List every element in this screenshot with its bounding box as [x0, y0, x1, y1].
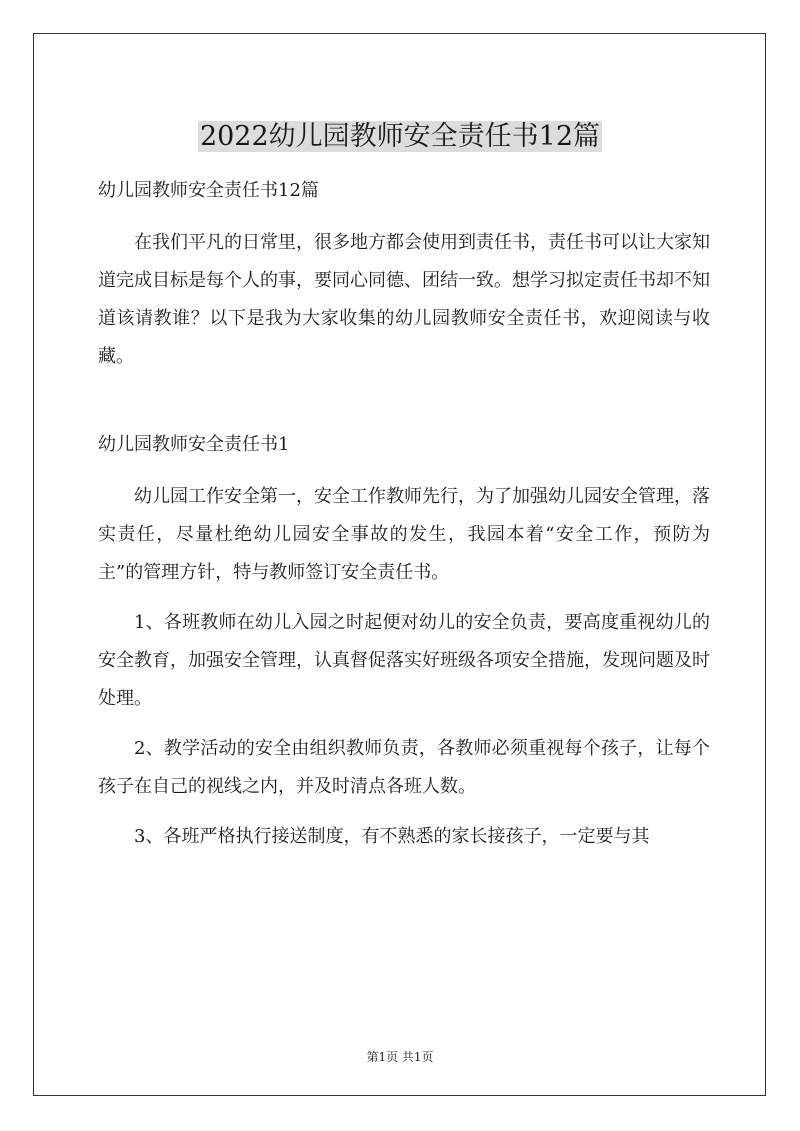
clause-3: 3、各班严格执行接送制度，有不熟悉的家长接孩子，一定要与其 [134, 826, 650, 847]
document-title-text: 2022幼儿园教师安全责任书12篇 [199, 121, 601, 153]
document-body [98, 172, 710, 868]
clause-2: 2、教学活动的安全由组织教师负责，各教师必须重视每个孩子，让每个孩子在自己的视线之内，并及时清点各班人数。 [98, 738, 710, 797]
page-footer: 第1页 共1页 [366, 1050, 434, 1064]
intro-paragraph: 在我们平凡的日常里，很多地方都会使用到责任书，责任书可以让大家知道完成目标是每个人的事，要同心同德、团结一致。想学习拟定责任书却不知道该请教谁？以下是我为大家收集的幼儿园教师安全责任书，欢迎阅读与收藏。 [98, 232, 710, 367]
clause-1: 1、各班教师在幼儿入园之时起便对幼儿的安全负责，要高度重视幼儿的安全教育，加强安全管理，认真督促落实好班级各项安全措施，发现问题及时处理。 [98, 612, 710, 709]
body-paragraph: 幼儿园工作安全第一，安全工作教师先行，为了加强幼儿园安全管理，落实责任，尽量杜绝幼儿园安全事故的发生，我园本着“安全工作，预防为主”的管理方针，特与教师签订安全责任书。 [98, 486, 710, 583]
section-title: 幼儿园教师安全责任书1 [98, 434, 290, 455]
document-title [0, 115, 800, 159]
document-subtitle: 幼儿园教师安全责任书12篇 [98, 180, 319, 201]
